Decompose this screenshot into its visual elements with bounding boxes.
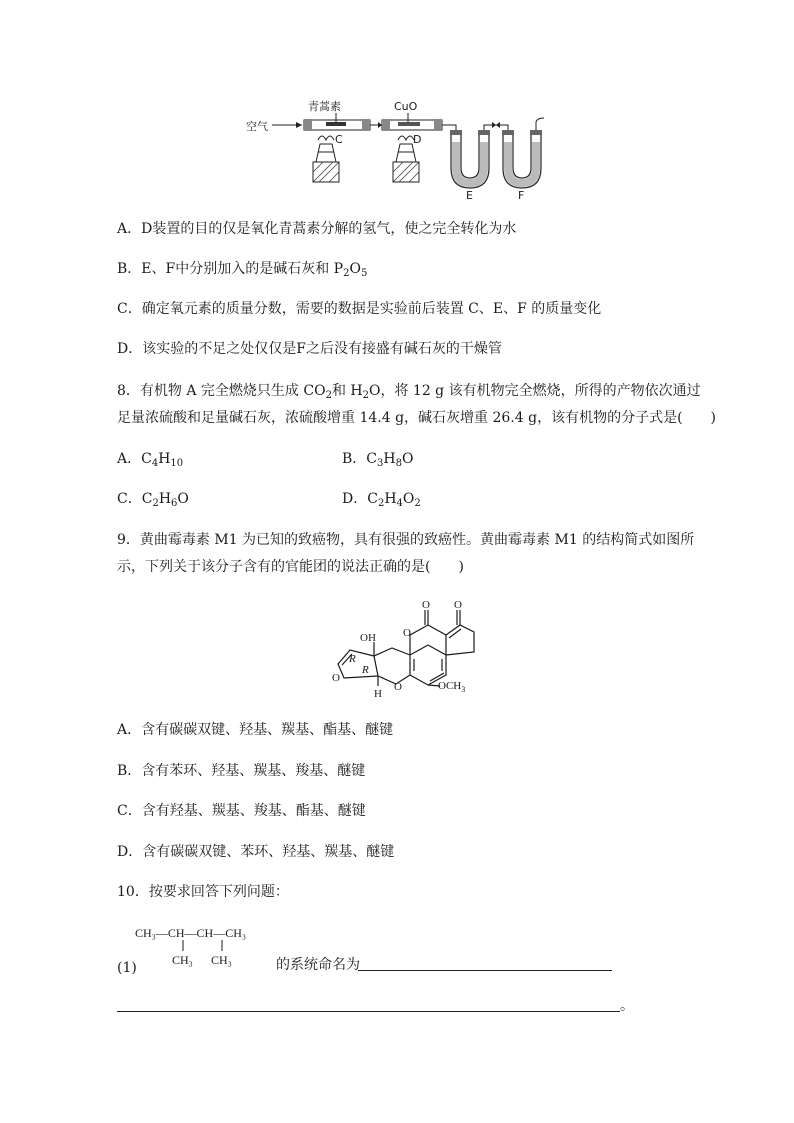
- formula-main-chain: CH₃—CH—CH—CH₃: [135, 926, 247, 940]
- mol-och3-sub: 3: [461, 685, 466, 694]
- q8-c-h: H: [158, 491, 172, 507]
- q7-b-text: B．E、F中分别加入的是碱石灰和 P: [117, 261, 344, 277]
- mol-h: H: [374, 688, 382, 700]
- q10-prompt: 的系统命名为: [276, 957, 360, 973]
- mol-och3-text: OCH: [438, 680, 462, 692]
- artemisinin-label: 青蒿素: [308, 100, 341, 113]
- q8-stem-sub1: 2: [325, 390, 332, 401]
- q8-c-sub1: 2: [152, 498, 159, 509]
- q8-stem-sub2: 2: [362, 390, 369, 401]
- q8-d-label: D．C: [342, 491, 378, 507]
- answer-blank-2[interactable]: [117, 1011, 620, 1012]
- label-e: E: [466, 189, 473, 202]
- q8-b-sub1: 3: [377, 458, 384, 469]
- q8-c-label: C．C: [117, 491, 153, 507]
- q8-b-o: O: [401, 451, 414, 467]
- q8-stem-line2: 足量浓硫酸和足量碱石灰，浓硫酸增重 14.4 g，碱石灰增重 26.4 g，该有机物的分子式是( ): [117, 410, 716, 426]
- q8-a-label: A．C: [117, 451, 152, 467]
- answer-blank-1[interactable]: [358, 970, 612, 971]
- mol-r1: R: [349, 653, 356, 665]
- formula-branch-1: CH₃: [172, 953, 193, 967]
- mol-o-carbonyl-1: O: [422, 599, 430, 611]
- q8-a-sub2: 10: [170, 458, 184, 469]
- mol-o-carbonyl-2: O: [454, 599, 462, 611]
- air-label: 空气: [246, 120, 268, 133]
- q8-a-sub1: 4: [151, 458, 159, 469]
- q8-stem-c: O，将 12 g 该有机物完全燃烧，所得的产物依次通过: [368, 383, 701, 399]
- formula-branch-2: CH₃: [211, 953, 232, 967]
- q10-subquestion-number: (1): [117, 960, 137, 976]
- q9-stem-line1: 9．黄曲霉毒素 M1 为已知的致癌物，具有很强的致癌性。黄曲霉毒素 M1 的结构简式如图所: [117, 532, 695, 548]
- mol-oh: OH: [360, 632, 376, 644]
- q8-a-h: H: [158, 451, 171, 467]
- q8-d-sub3: 2: [414, 498, 421, 509]
- mol-o-lactone: O: [403, 627, 411, 639]
- q7-option-a: A．D装置的目的仅是氧化青蒿素分解的氢气，使之完全转化为水: [117, 221, 517, 237]
- q8-d-sub1: 2: [377, 498, 385, 509]
- q7-b-sub2: 5: [360, 268, 368, 279]
- label-d: D: [413, 133, 422, 146]
- q8-stem-a: 8．有机物 A 完全燃烧只生成 CO: [117, 383, 326, 399]
- q7-option-d: D．该实验的不足之处仅仅是F之后没有接盛有碱石灰的干燥管: [117, 341, 502, 357]
- q8-d-h: H: [384, 491, 397, 507]
- q8-b-sub2: 8: [395, 458, 402, 469]
- q8-c-o: O: [177, 491, 189, 507]
- q9-option-b: B．含有苯环、羟基、羰基、羧基、醚键: [117, 763, 366, 779]
- mol-o-ether: O: [394, 681, 402, 693]
- mol-r2: R: [362, 664, 369, 676]
- q8-d-sub2: 4: [396, 498, 403, 509]
- label-c: C: [335, 133, 343, 146]
- q7-b-sub1: 2: [343, 268, 350, 279]
- q8-c-sub2: 6: [171, 498, 178, 509]
- label-f: F: [518, 189, 525, 202]
- q7-b-mid: O: [349, 261, 361, 277]
- q9-option-c: C．含有羟基、羰基、羧基、酯基、醚键: [117, 803, 366, 819]
- q9-option-d: D．含有碳碳双键、苯环、羟基、羰基、醚键: [117, 844, 395, 860]
- mol-o-furan: O: [332, 672, 340, 684]
- q8-b-label: B．C: [342, 451, 377, 467]
- q10-end-mark: 。: [620, 998, 634, 1014]
- q8-stem-b: 和 H: [331, 383, 363, 399]
- q10-title: 10．按要求回答下列问题：: [117, 884, 289, 900]
- q7-option-c: C．确定氧元素的质量分数，需要的数据是实验前后装置 C、E、F 的质量变化: [117, 301, 602, 317]
- cuo-label: CuO: [394, 100, 418, 113]
- q8-d-o: O: [402, 491, 415, 507]
- q9-option-a: A．含有碳碳双键、羟基、羰基、酯基、醚键: [117, 722, 394, 738]
- q9-stem-line2: 示，下列关于该分子含有的官能团的说法正确的是( ): [117, 559, 464, 575]
- q8-b-h: H: [383, 451, 396, 467]
